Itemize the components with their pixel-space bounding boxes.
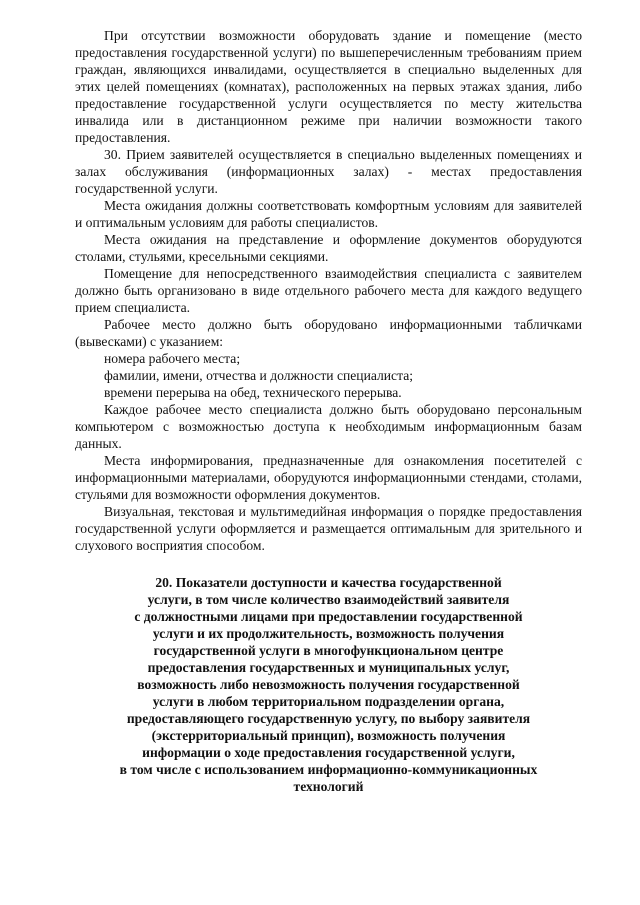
heading-line: с должностными лицами при предоставлении государственной xyxy=(134,609,523,624)
heading-line: возможность либо невозможность получения государственной xyxy=(137,677,520,692)
paragraph-visual-info: Визуальная, текстовая и мультимедийная информация о порядке предоставления государственной услуги оформляется и размещается оптимальным для зрительного и слухового восприятия способом. xyxy=(75,504,582,553)
section-heading-20 xyxy=(75,574,582,795)
document-body xyxy=(75,27,582,554)
paragraph-workplace-signs: Рабочее место должно быть оборудовано информационными табличками (вывесками) с указанием: xyxy=(75,317,582,349)
list-item-break-time: времени перерыва на обед, технического перерыва. xyxy=(104,385,402,400)
heading-line: услуги и их продолжительность, возможность получения xyxy=(152,626,505,641)
heading-line: государственной услуги в многофункциональном центре xyxy=(153,643,504,658)
paragraph-computer: Каждое рабочее место специалиста должно быть оборудовано персональным компьютером с возможностью доступа к необходимым информационным базам данных. xyxy=(75,402,582,451)
paragraph-waiting-equipment: Места ожидания на представление и оформление документов оборудуются столами, стульями, кресельными секциями. xyxy=(75,232,582,264)
heading-line: услуги, в том числе количество взаимодействий заявителя xyxy=(147,592,510,607)
heading-line: услуги в любом территориальном подразделении органа, xyxy=(152,694,505,709)
paragraph-30-reception: 30. Прием заявителей осуществляется в специально выделенных помещениях и залах обслуживания (информационных залах) - местах предоставления государственной услуги. xyxy=(75,147,582,196)
heading-line: (экстерриториальный принцип), возможность получения xyxy=(151,728,506,743)
list-item-specialist-name: фамилии, имени, отчества и должности специалиста; xyxy=(104,368,414,383)
heading-line: 20. Показатели доступности и качества государственной xyxy=(155,575,502,590)
paragraph-workplace-room: Помещение для непосредственного взаимодействия специалиста с заявителем должно быть организовано в виде отдельного рабочего места для каждого ведущего прием специалиста. xyxy=(75,266,582,315)
heading-line: информации о ходе предоставления государственной услуги, xyxy=(142,745,515,760)
heading-line: предоставляющего государственную услугу, по выбору заявителя xyxy=(126,711,531,726)
paragraph-waiting-places: Места ожидания должны соответствовать комфортным условиям для заявителей и оптимальным условиям для работы специалистов. xyxy=(75,198,582,230)
paragraph-information-places: Места информирования, предназначенные для ознакомления посетителей с информационными материалами, оборудуются информационными стендами, столами, стульями для возможности оформления документов. xyxy=(75,453,582,502)
heading-line: предоставления государственных и муниципальных услуг, xyxy=(147,660,510,675)
paragraph-disabled-access: При отсутствии возможности оборудовать здание и помещение (место предоставления государственной услуги) по вышеперечисленным требованиям прием граждан, являющихся инвалидами, осуществляется в специально выделенных для этих целей помещениях (комнатах), расположенных на первых этажах здания, либо предоставление государственной услуги осуществляется по месту жительства инвалида или в дистанционном режиме при наличии возможности такого предоставления. xyxy=(75,28,582,145)
list-item-workplace-number: номера рабочего места; xyxy=(104,351,241,366)
heading-line: в том числе с использованием информационно-коммуникационных xyxy=(119,762,538,777)
heading-line: технологий xyxy=(293,779,364,794)
